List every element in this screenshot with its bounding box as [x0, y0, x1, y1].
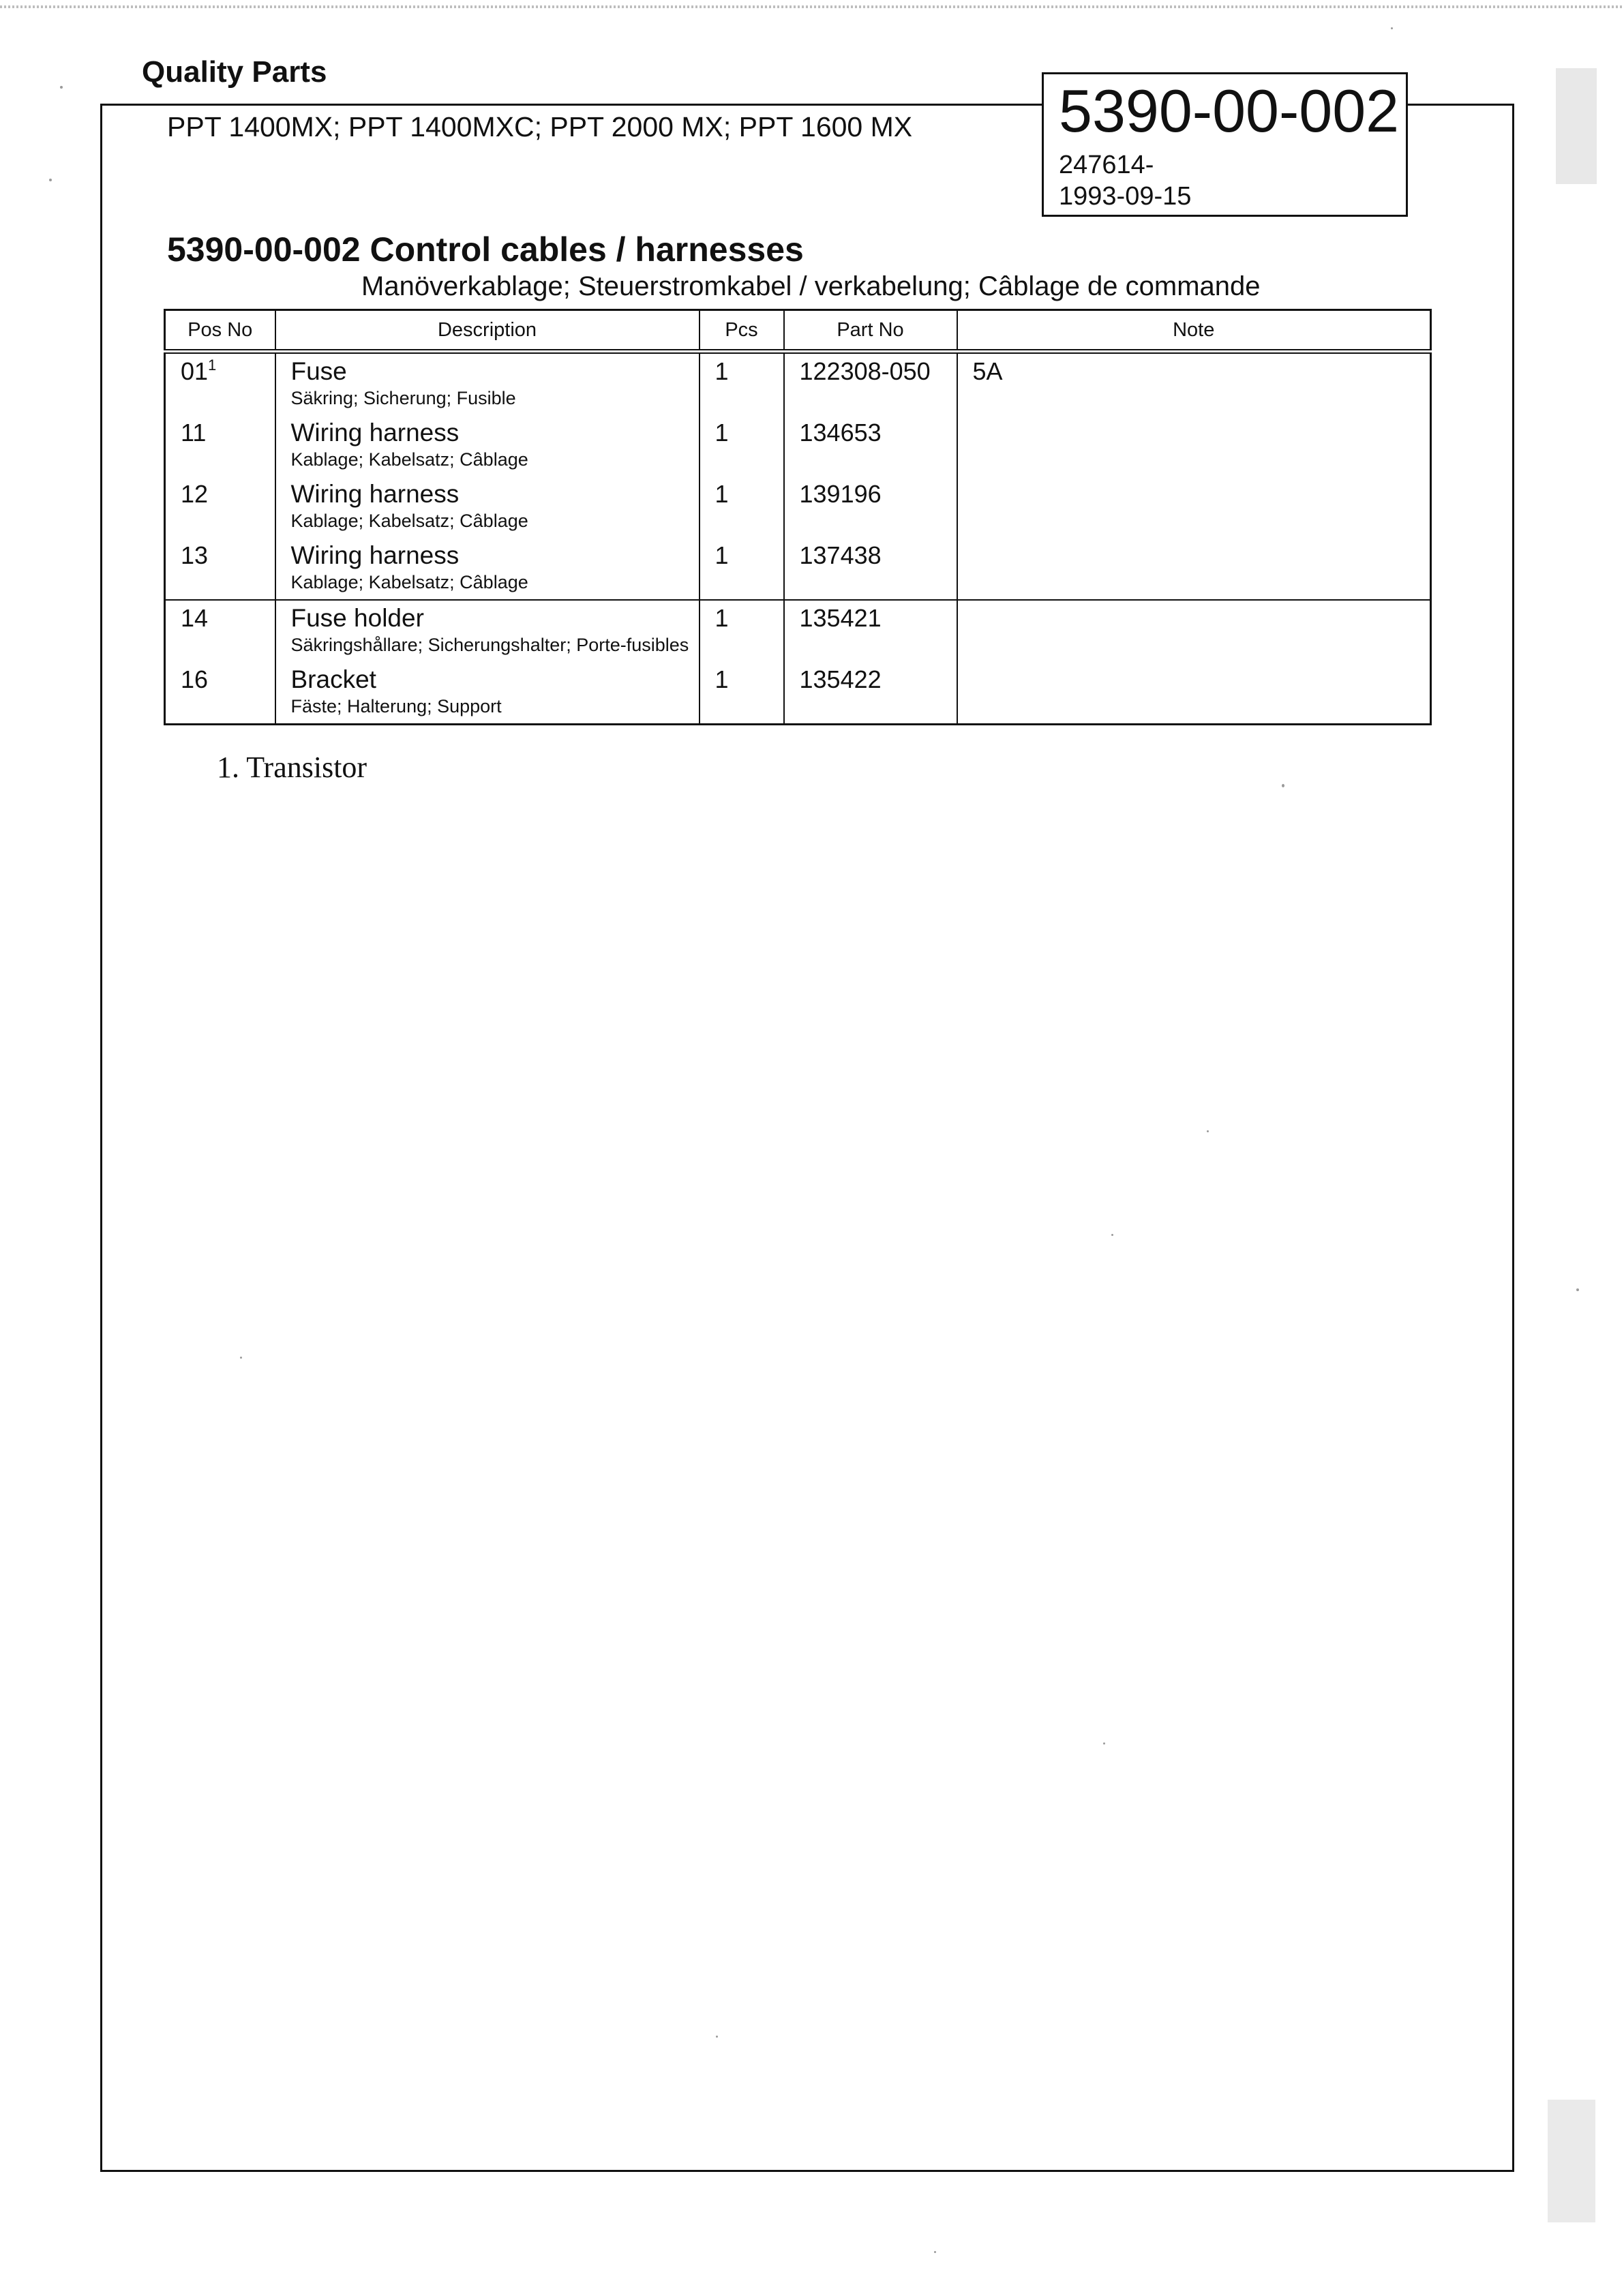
table-row	[165, 477, 1431, 538]
section-title: 5390-00-002 Control cables / harnesses	[167, 230, 804, 269]
header-part-no: Part No	[784, 310, 957, 352]
footnote-text: 1. Transistor	[217, 751, 367, 784]
description-cell	[275, 477, 700, 538]
description-translation: Kablage; Kabelsatz; Câblage	[290, 572, 528, 592]
scan-speck	[240, 1357, 242, 1359]
document-reference: 247614-	[1059, 151, 1154, 179]
scan-smudge	[1556, 68, 1597, 184]
description-text: Wiring harness	[290, 419, 460, 447]
description-text: Fuse holder	[290, 604, 424, 632]
part-number-cell: 139196	[784, 477, 957, 538]
pcs-cell: 1	[700, 538, 784, 600]
scan-speck	[716, 2036, 718, 2038]
footnote-mark: 1	[208, 357, 217, 374]
description-text: Bracket	[290, 665, 376, 693]
description-cell	[275, 662, 700, 725]
description-text: Wiring harness	[290, 541, 460, 569]
part-number-cell: 137438	[784, 538, 957, 600]
section-translations: Manöverkablage; Steuerstromkabel / verkabelung; Câblage de commande	[361, 271, 1261, 301]
note-cell	[957, 477, 1431, 538]
description-translation: Kablage; Kabelsatz; Câblage	[290, 511, 528, 531]
document-date: 1993-09-15	[1059, 182, 1192, 211]
scan-smudge	[1548, 2100, 1595, 2222]
pcs-cell: 1	[700, 352, 784, 416]
scan-speck	[60, 86, 63, 89]
header-description: Description	[275, 310, 700, 352]
description-text: Fuse	[290, 357, 347, 385]
scan-edge-rule	[0, 5, 1624, 8]
pcs-cell: 1	[700, 600, 784, 662]
table-header-row	[165, 310, 1431, 352]
pcs-cell: 1	[700, 477, 784, 538]
pos-cell	[165, 352, 275, 416]
description-cell	[275, 600, 700, 662]
pos-cell: 16	[165, 662, 275, 725]
scan-speck	[934, 2251, 936, 2253]
part-number-cell: 135422	[784, 662, 957, 725]
pos-cell: 14	[165, 600, 275, 662]
description-translation: Fäste; Halterung; Support	[290, 696, 502, 716]
header-pos-no: Pos No	[165, 310, 275, 352]
part-number-cell: 122308-050	[784, 352, 957, 416]
scan-speck	[49, 179, 52, 181]
document-number-box	[1042, 72, 1408, 217]
description-translation: Säkring; Sicherung; Fusible	[290, 388, 516, 408]
pos-number: 01	[181, 357, 209, 385]
pcs-cell: 1	[700, 415, 784, 477]
note-cell	[957, 538, 1431, 600]
table-row	[165, 600, 1431, 662]
description-text: Wiring harness	[290, 480, 460, 508]
scan-speck	[1103, 1742, 1105, 1744]
table-row	[165, 662, 1431, 725]
note-cell	[957, 415, 1431, 477]
note-cell: 5A	[957, 352, 1431, 416]
pos-cell: 13	[165, 538, 275, 600]
note-cell	[957, 662, 1431, 725]
document-number: 5390-00-002	[1059, 77, 1400, 145]
model-list: PPT 1400MX; PPT 1400MXC; PPT 2000 MX; PPT 1600 MX	[167, 111, 913, 142]
brand-title: Quality Parts	[142, 55, 327, 89]
pcs-cell: 1	[700, 662, 784, 725]
table-row	[165, 352, 1431, 416]
description-translation: Säkringshållare; Sicherungshalter; Porte-fusibles	[290, 635, 689, 655]
scan-speck	[1111, 1234, 1113, 1236]
description-translation: Kablage; Kabelsatz; Câblage	[290, 449, 528, 470]
description-cell	[275, 538, 700, 600]
note-cell	[957, 600, 1431, 662]
table-row	[165, 415, 1431, 477]
description-cell	[275, 415, 700, 477]
scan-speck	[1207, 1130, 1209, 1132]
pos-cell: 11	[165, 415, 275, 477]
description-cell	[275, 352, 700, 416]
header-pcs: Pcs	[700, 310, 784, 352]
header-note: Note	[957, 310, 1431, 352]
scan-speck	[1391, 27, 1393, 29]
pos-cell: 12	[165, 477, 275, 538]
parts-table	[164, 309, 1432, 725]
scan-speck	[1282, 784, 1284, 787]
scan-speck	[1576, 1288, 1579, 1291]
table-row	[165, 538, 1431, 600]
part-number-cell: 135421	[784, 600, 957, 662]
part-number-cell: 134653	[784, 415, 957, 477]
